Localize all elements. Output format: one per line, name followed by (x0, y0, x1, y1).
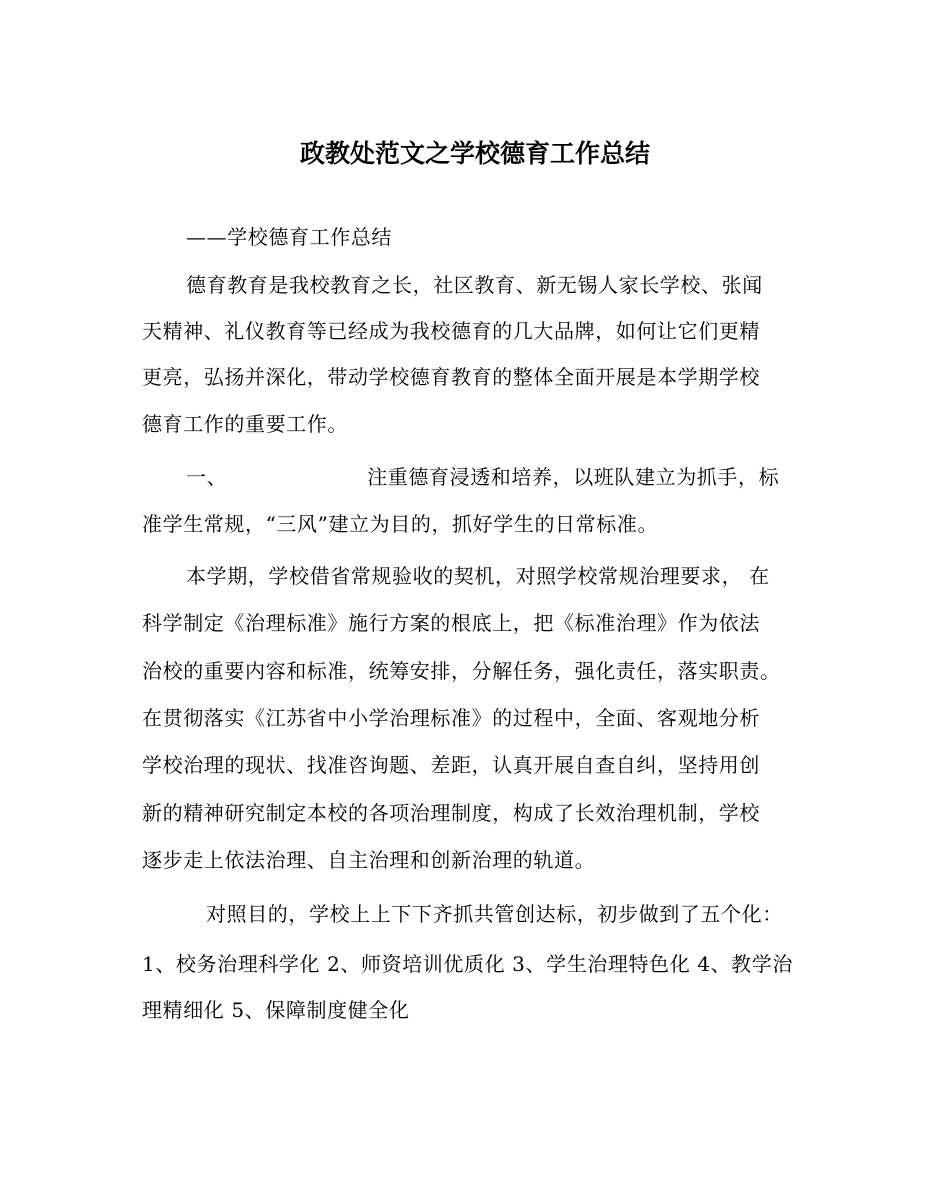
paragraph-line: 在贯彻落实《江苏省中小学治理标准》的过程中，全面、客观地分析 (142, 706, 760, 730)
paragraph-line: 本学期，学校借省常规验收的契机，对照学校常规治理要求， 在 (186, 564, 770, 588)
paragraph-line: 更亮，弘扬并深化，带动学校德育教育的整体全面开展是本学期学校 (142, 365, 760, 389)
paragraph-line: 德育教育是我校教育之长，社区教育、新无锡人家长学校、张闻 (186, 273, 763, 297)
paragraph-line: 德育工作的重要工作。 (142, 412, 348, 436)
paragraph-line: 治校的重要内容和标准，统筹安排，分解任务，强化责任，落实职责。 (142, 659, 781, 683)
section-number: 一、 (186, 465, 228, 489)
paragraph-line: 准学生常规，“三风”建立为目的，抓好学生的日常标准。 (142, 512, 659, 536)
section-heading-text: 注重德育浸透和培养，以班队建立为抓手，标 (367, 465, 780, 489)
paragraph-line: 逐步走上依法治理、自主治理和创新治理的轨道。 (142, 848, 596, 872)
paragraph-line: 理精细化 5、保障制度健全化 (142, 998, 410, 1022)
subtitle-line: ——学校德育工作总结 (186, 225, 392, 249)
paragraph-line: 天精神、礼仪教育等已经成为我校德育的几大品牌，如何让它们更精 (142, 319, 760, 343)
paragraph-line: 新的精神研究制定本校的各项治理制度，构成了长效治理机制，学校 (142, 801, 760, 825)
paragraph-line: 对照目的，学校上上下下齐抓共管创达标，初步做到了五个化： (206, 902, 783, 926)
paragraph-line: 科学制定《治理标准》施行方案的根底上，把《标准治理》作为依法 (142, 611, 760, 635)
document-title: 政教处范文之学校德育工作总结 (299, 139, 650, 168)
paragraph-line: 学校治理的现状、找准咨询题、差距，认真开展自查自纠，坚持用创 (142, 753, 760, 777)
paragraph-line: 1、校务治理科学化 2、师资培训优质化 3、学生治理特色化 4、教学治 (142, 952, 793, 976)
section-heading-line (186, 462, 866, 492)
